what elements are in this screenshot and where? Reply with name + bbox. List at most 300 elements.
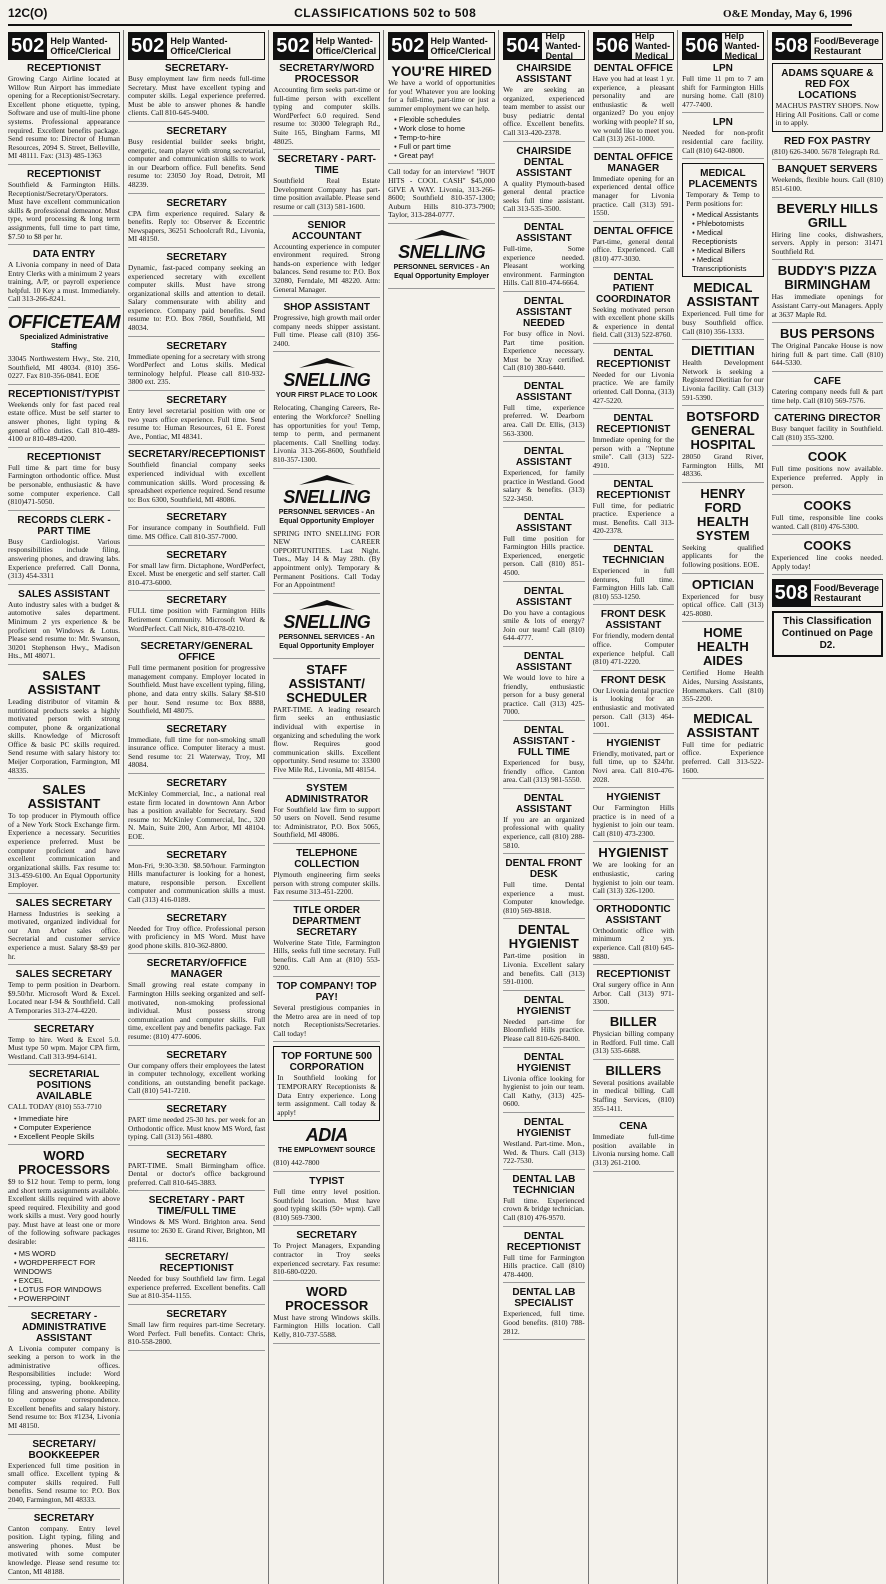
ad-body-text: Southfield financial company seeks experienced individual with excellent communication skills. Word processing & spreadsheet experience required. Send resume to: Box 6300, Southfield, MI 48086. [128, 460, 266, 504]
column-4 [388, 30, 499, 1584]
ad-body-text: Immediate full-time position available in Livonia nursing home. Call (313) 261-2100. [592, 1132, 675, 1167]
ad-body-text: To Project Managers, Expanding contractor in Troy seeks experienced secretary. Fax resume: 810-680-0220. [273, 1241, 381, 1277]
ad-title: DENTAL ASSISTANT [515, 792, 572, 815]
classified-ad [128, 1104, 265, 1146]
column-1 [8, 30, 124, 1584]
ad-body-text: Immediate opening for the person with a "Neptune smile". Call (313) 522-4910. [592, 435, 675, 471]
classified-ad [8, 389, 120, 448]
category-header [503, 32, 585, 60]
ad-title: SECRETARY [296, 1230, 357, 1242]
ad-title: MEDICAL ASSISTANT [686, 710, 760, 740]
category-number: 506 [682, 32, 721, 60]
classified-ad [593, 738, 675, 788]
ad-body-text: Have you had at least 1 yr. experience, a pleasant personality and are enthusiastic & well organized? Do you enjoy working with people? If so, we would like to meet you. Call (313) 261-1000. [592, 74, 675, 144]
classified-ad [128, 1252, 265, 1305]
classified-ad [8, 312, 120, 385]
ad-body-text: Small growing real estate company in Farmington Hills seeking organized and self-motivated, non-smoking professional individual. Must possess strong communication and computer skills. Full time, excellent pay and benefits package. Fax resume: (810) 477-6006. [128, 980, 266, 1041]
ad-title: DENTAL LAB SPECIALIST [512, 1287, 576, 1310]
logo-name: SNELLING [283, 370, 371, 391]
classified-ad [8, 63, 120, 165]
ad-body-text: Seeking qualified applicants for the following positions. EOE. [682, 542, 764, 570]
ad-bullet-item: • Medical Billers [692, 246, 760, 255]
classified-ad [772, 136, 883, 161]
ad-body-text: Needed part-time for Bloomfield Hills practice. Please call 810-626-8400. [503, 1016, 585, 1044]
classified-ad [8, 1513, 120, 1581]
classified-ad [772, 164, 883, 197]
classified-ad [682, 712, 764, 779]
classified-ad [593, 152, 675, 222]
classified-ad [772, 264, 883, 323]
ad-bullet-list [692, 210, 760, 273]
ad-title: DENTAL ASSISTANT NEEDED [515, 295, 572, 329]
logo-tagline: Specialized Administrative Staffing [19, 334, 109, 351]
ad-title: DENTAL HYGIENIST [516, 1117, 571, 1139]
classified-ad [128, 449, 265, 508]
ad-body-text: Windows & MS Word. Brighton area. Send resume to: 2630 E. Grand River, Brighton, MI 48116. [128, 1217, 266, 1244]
ad-title: DENTAL RECEPTIONIST [596, 347, 671, 370]
ad-title: SECRETARY [166, 723, 227, 735]
classified-ad [682, 344, 764, 406]
classified-ad [682, 626, 764, 707]
ad-title: DENTAL ASSISTANT - FULL TIME [512, 724, 575, 758]
ad-title: MEDICAL PLACEMENTS [688, 168, 758, 191]
ad-title: CHAIRSIDE DENTAL ASSISTANT [515, 145, 572, 179]
classified-ad [8, 1069, 120, 1145]
ad-body-text: Busy residential builder seeks bright, energetic, team player with strong secretarial, computer and communication skills to work in our Dearborn office. Full benefits. Send resume to: 23050 Joy Road, Detroit, MI 48239. [128, 136, 266, 189]
classified-ad [128, 724, 265, 774]
ad-title: SYSTEM ADMINISTRATOR [285, 782, 369, 805]
ad-bullet-item: • MS WORD [14, 1249, 120, 1258]
classified-ad [503, 146, 585, 218]
ad-body-text: 33045 Northwestern Hwy., Ste. 210, Southfield, MI 48034. (810) 356-0227. Fax 810-356-0841. EOE [8, 354, 120, 381]
ad-body-text: Leading distributor of vitamin & nutritional products seeks a highly motivated person with strong computer, phone & organizational skills. Knowledge of Microsoft Office & basic PC skills required. Send resume with salary history to: Meijer Corporation, Farmington, MI 48335. [8, 696, 120, 775]
classified-ad [772, 63, 883, 132]
ad-title: FRONT DESK [600, 674, 666, 686]
ad-body-text: Full time 11 pm to 7 am shift for Farmington Hills nursing home. Call (810) 477-7400. [682, 74, 764, 109]
classified-ad [273, 63, 380, 150]
ad-body-text: Auto industry sales with a budget & automotive sales department. Minimum 2 yrs experience & be proficient on Windows & Lotus. Please send resume to: Mr. Swanson, 30201 Stephenson Hwy., Madison Hts., MI 48071. [8, 599, 120, 661]
classified-ad [593, 1064, 675, 1117]
ad-title: DENTAL OFFICE MANAGER [593, 151, 673, 174]
ad-body-text: Plymouth engineering firm seeks person with strong computer skills. Fax resume 313-451-2200. [273, 869, 381, 897]
ad-title: SECRETARY [166, 197, 227, 209]
ad-body-text: Catering company needs full & part time help. Call (810) 569-7576. [771, 386, 884, 405]
ad-body-text: Busy employment law firm needs full-time Secretary. Must have excellent typing and computer skills. Legal experience preferred. Must be able to answer phones & handle clients. Call 810-645-9400. [128, 74, 266, 118]
classified-ad [128, 913, 265, 955]
category-title: Help Wanted-Office/Clerical [167, 32, 265, 60]
agency-logo [388, 228, 495, 281]
category-title: Help Wanted-Office/Clerical [313, 32, 381, 60]
logo-tagline: PERSONNEL SERVICES - An Equal Opportunity Employer [393, 263, 490, 280]
classified-ad [593, 544, 675, 605]
ad-body-text: (810) 626-3400. 5678 Telegraph Rd. [771, 146, 880, 156]
ad-body-text: For busy office in Novi. Part time position. Experience necessary. Must be Xray certified. Call (810) 380-6440. [503, 328, 585, 373]
classified-ad [593, 479, 675, 540]
ad-body-text: Accounting firm seeks part-time or full-time person with excellent typing and computer skills. WordPerfect 6.0 required. Send resume to: 30300 Telegraph Rd., Suite 165, Bingham Farms, MI 48025. [273, 85, 381, 146]
ad-body-text: Several positions available in medical billing. Call Staffing Services, (810) 355-1411. [592, 1077, 675, 1113]
classified-ad [772, 376, 883, 409]
ad-body-text: Mon-Fri, 9:30-3:30. $8.50/hour. Farmington Hills manufacturer is looking for a honest, mature, responsible person. Excellent computer and communication skills a must. Call (313) 416-0189. [128, 860, 266, 904]
ad-body-text: Southfield & Farmington Hills. Receptionist/Secretary/Operators. Must have excellent communication skills & professional demeanor. Must type, word processing & long term assignments, full time to part time, $7.50 to $8 per hr. [8, 179, 120, 241]
ad-body-text: Immediate opening for an experienced dental office manager for Livonia practice. Call (313) 591-1550. [592, 173, 675, 218]
ad-title: DENTAL HYGIENIST [516, 994, 571, 1017]
ad-title: RED FOX PASTRY [784, 135, 871, 147]
ad-title: SECRETARY - PART TIME/FULL TIME [148, 1195, 245, 1218]
ad-title: DENTAL ASSISTANT [515, 511, 572, 534]
ad-title: SALES ASSISTANT [18, 588, 110, 600]
ad-title: SECRETARY [33, 1512, 95, 1524]
classified-ad [503, 1117, 585, 1170]
ad-title: RECEPTIONIST [27, 63, 101, 74]
ad-body-text: To top producer in Plymouth office of a New York Stock Exchange firm. Experience a necessary. Securities experience preferred. Must be computer proficient and have excellent communication and organizational skills. Fax resume to: 313-459-6100. An Equal Opportunity Employer. [8, 811, 120, 889]
ad-title: DENTAL LAB TECHNICIAN [512, 1173, 576, 1196]
ad-body-text: CPA firm experience required. Salary & benefits. Reply to: Observer & Eccentric Newspapers, 36251 Schoolcraft Rd., Livonia, MI 48150. [128, 208, 266, 244]
ad-title: SECRETARY - PART-TIME [277, 154, 376, 177]
classified-ad [503, 586, 585, 647]
classified-ad [682, 578, 764, 623]
classified-ad [8, 169, 120, 245]
ad-body-text: Westland. Part-time. Mon., Wed. & Thurs. Call (313) 722-7530. [503, 1139, 585, 1166]
agency-logo [273, 356, 380, 400]
classified-ad [593, 272, 675, 344]
classified-ad [128, 1150, 265, 1192]
ad-title: SECRETARY- [164, 63, 229, 74]
ad-title: SECRETARY [166, 1309, 227, 1321]
ad-title: SECRETARY/ BOOKKEEPER [28, 1438, 100, 1461]
ad-title: BILLER [609, 1014, 657, 1029]
classified-ad [772, 539, 883, 575]
ad-body-text: Experienced full time position in small office. Excellent typing & computer skills required. Full benefits. Send resume to: P.O. Box 2040, Farmington, MI 48333. [8, 1460, 120, 1504]
category-title: Help Wanted-Office/Clerical [47, 32, 120, 60]
classified-ad [128, 595, 265, 637]
classified-ad [503, 995, 585, 1048]
ad-bullet-item: • Immediate hire [14, 1114, 120, 1123]
ad-title: SENIOR ACCOUNTANT [291, 219, 362, 242]
classified-ad [273, 981, 380, 1042]
ad-body-text: We are seeking an organized, experienced team member to assist our busy pediatric dental office. Excellent benefits. Call 313-420-2378. [503, 85, 585, 137]
ad-body-text: Relocating, Changing Careers, Re-entering the Workforce? Snelling has opportunities for you! Temp, temp to perm, and permanent placements. Call Snelling today. Livonia 313-266-8600, Southfield 810-357-1300. [273, 403, 381, 465]
ad-title: MEDICAL ASSISTANT [686, 280, 760, 310]
ad-title: SECRETARY/RECEPTIONIST [128, 449, 266, 461]
classified-ad [273, 663, 380, 779]
classified-ad [128, 958, 265, 1045]
category-header [682, 32, 764, 60]
ad-body-text: Full time. Experienced crown & bridge technician. Call (810) 476-9570. [503, 1195, 585, 1222]
ad-body-text: Needed for non-profit residential care facility. Call (810) 642-0800. [682, 128, 764, 155]
classified-ad [8, 1024, 120, 1066]
ad-title: OPTICIAN [691, 576, 754, 592]
ad-title: SECRETARY [166, 549, 227, 561]
ad-body-text: Accounting experience in computer environment required. Strong hands-on experience with ledger balances. Send resume to: P.O. Box 32080, Ferndale, MI 48220. Attn: General Manager. [273, 241, 381, 294]
ad-body-text: Dynamic, fast-paced company seeking an experienced secretary with excellent computer skills. Must have strong organizational skills and attention to detail. Salary commensurate with ability and experience. Company paid benefits. Send resume to: P.O. Box 7860, Southfield, MI 48034. [128, 262, 266, 333]
ad-body-text: A quality Plymouth-based general dental practice seeks full time assistant. Call 313-535-3500. [503, 178, 585, 214]
ad-title: HENRY FORD HEALTH SYSTEM [696, 485, 750, 543]
ad-title: DENTAL RECEPTIONIST [506, 1230, 581, 1253]
classified-ad [8, 249, 120, 308]
ad-title: DENTAL RECEPTIONIST [596, 478, 671, 501]
category-header [593, 32, 675, 60]
ad-title: DENTAL PATIENT COORDINATOR [596, 271, 671, 305]
ad-title: SECRETARY [166, 912, 227, 924]
ad-body-text: Physician billing company in Redford. Full time. Call (313) 535-6688. [592, 1029, 675, 1056]
ad-title: SECRETARY/OFFICE MANAGER [146, 958, 247, 981]
classified-ad [593, 63, 675, 148]
ad-body-text: Must have strong Windows skills. Farmington Hills location. Call Kelly, 810-737-5588. [273, 1312, 381, 1339]
classified-ad [503, 651, 585, 721]
category-title: Help Wanted-Medical [632, 32, 674, 60]
ad-body-text: Experienced for busy, friendly office. Canton area. Call (313) 981-5550. [503, 757, 585, 785]
ad-title: CAFE [813, 375, 841, 387]
ad-title: SECRETARY [166, 1049, 227, 1061]
classified-ad [772, 499, 883, 535]
classified-ad [128, 1309, 265, 1351]
classified-ad [8, 1149, 120, 1307]
classified-ad [593, 969, 675, 1011]
ad-body-text: In Southfield looking for TEMPORARY Receptionists & Data Entry experience. Long term assignment. Call today & apply! [277, 1073, 377, 1117]
classified-ad [128, 550, 265, 592]
classified-ad [593, 1015, 675, 1060]
ad-title: WORD PROCESSOR [285, 1283, 369, 1313]
classified-ad [8, 1439, 120, 1509]
ad-body-text: Friendly, motivated, part or full time, up to $24/hr. Novi area. Call 810-476-2028. [592, 748, 675, 784]
ad-title: SECRETARIAL POSITIONS AVAILABLE [28, 1069, 100, 1103]
ad-title: DENTAL ASSISTANT [515, 585, 572, 608]
ad-body-text: Full time entry level position. Southfield location. Must have good typing skills (50+ wpm). Call (810) 569-7300. [273, 1187, 381, 1222]
category-title: Help Wanted-Office/Clerical [428, 32, 496, 60]
ad-body-text: Call today for an interview! "HOT HITS - COOL CASH" $45,000 GIVE A WAY. Livonia, 313-266-8600; Southfield 810-357-1300; Auburn Hills 810-373-7900; Taylor, 313-284-0777. [388, 167, 496, 220]
ad-body-text: Full time permanent position for progressive management company. Employer located in Southfield. Must have excellent typing, filing, phone, and data entry skills. Salary $8-$10 per hour. Send resume to: Box 8888, Southfield, MI 48075. [128, 663, 266, 716]
classified-ad [273, 1230, 380, 1280]
column-2 [128, 30, 269, 1584]
classified-ad [682, 163, 764, 277]
classified-ad [128, 395, 265, 445]
ad-body-text: Oral surgery office in Ann Arbor. Call (313) 971-3300. [592, 980, 675, 1007]
classified-ad [273, 154, 380, 215]
ad-bullet-list [394, 115, 495, 160]
ad-title: SECRETARY [33, 1023, 95, 1035]
logo-name: SNELLING [283, 486, 371, 507]
ad-bullet-item: • Medical Assistants [692, 210, 760, 219]
ad-title: LPN [712, 117, 733, 129]
ad-body-text: Our company offers their employees the latest in computer technology, excellent working conditions, an outstanding benefit package. Call (810) 541-7210. [128, 1060, 266, 1096]
classified-ad [682, 410, 764, 483]
continued-notice: This Classification Continued on Page D2. [772, 611, 883, 657]
classified-ad [8, 1311, 120, 1435]
classified-ad [273, 220, 380, 299]
ad-body-text: We would love to hire a friendly, enthusiastic person for a busy general practice. Call (313) 425-7000. [503, 672, 585, 717]
ad-title: HOME HEALTH AIDES [697, 625, 749, 669]
classified-ad [388, 168, 495, 224]
ad-title: DENTAL ASSISTANT [515, 380, 572, 403]
ad-body-text: Full time for Farmington Hills practice. Call (810) 478-4400. [503, 1252, 585, 1279]
category-number: 502 [128, 32, 167, 60]
ad-body-text: Part-time, general dental office. Experienced. Call (810) 477-3030. [592, 236, 675, 263]
category-title: Food/Beverage Restaurant [811, 579, 883, 607]
ad-body-text: Full-time, Some experience needed. Pleasant working environment. Farmington Hills. Call 810-474-6664. [503, 243, 585, 288]
column-3 [273, 30, 384, 1584]
category-number: 504 [503, 32, 542, 60]
ad-body-text: Experienced for busy optical office. Call (313) 425-8080. [682, 591, 764, 618]
classified-ad [128, 63, 265, 122]
ad-title: SALES ASSISTANT [27, 667, 101, 697]
ad-body-text: Full time position for Farmington Hills practice. Experienced, energetic person. Call (810) 851-4500. [503, 533, 585, 577]
ad-title: SECRETARY [166, 340, 227, 352]
ad-title: BANQUET SERVERS [777, 164, 878, 176]
column-6 [593, 30, 679, 1584]
ad-title: RECEPTIONIST [27, 168, 101, 180]
column-5 [503, 30, 589, 1584]
agency-logo [273, 473, 380, 526]
ad-body-text: Experienced. Full time for busy Southfield office. Call (810) 356-1333. [682, 309, 764, 336]
classified-ad [128, 126, 265, 194]
classified-ad [273, 783, 380, 844]
logo-name: SNELLING [283, 611, 371, 632]
logo-name: SNELLING [398, 241, 486, 262]
classified-ad [8, 452, 120, 511]
classified-ad [682, 63, 764, 113]
classified-ad [503, 1287, 585, 1340]
category-number: 508 [772, 32, 811, 60]
ad-body-text: Needed for Troy office. Professional person with proficiency in MS Word. Must have good phone skills. 810-362-8800. [128, 923, 266, 950]
classified-ad [503, 63, 585, 142]
ad-title: BUDDY'S PIZZA BIRMINGHAM [777, 263, 877, 293]
logo-name: OFFICETEAM [8, 312, 120, 333]
ad-body-text: Certified Home Health Aides, Nursing Assistants, Homemakers. Call (810) 355-2200. [682, 668, 764, 704]
ad-body-text: Hiring line cooks, dishwashers, servers. Apply in person: 31471 Southfield Rd. [771, 229, 884, 256]
ad-title: RECEPTIONIST/TYPIST [8, 388, 120, 400]
category-header [128, 32, 265, 60]
ad-body-text: For Southfield law firm to support 50 users on Novell. Send resume to: Administrator, P.O. Box 5065, Southfield, MI 48086. [273, 804, 381, 840]
classified-ad [503, 793, 585, 854]
ad-title: SECRETARY [166, 1149, 227, 1161]
ad-body-text: PART-TIME. A leading research firm seeks an enthusiastic individual with expertise in organizing and scheduling the work flow. Requires good communication skills. Excellent opportunity. Send resume to: 33300 Five Mile Rd., Livonia, MI 48154. [273, 704, 381, 774]
category-number: 502 [388, 32, 427, 60]
ad-bullet-item: • Great pay! [394, 151, 495, 160]
classified-ad [503, 1174, 585, 1227]
ad-body-text: Needed for busy Southfield law firm. Legal experience preferred. Excellent benefits. Call Sue at 810-354-1155. [128, 1274, 266, 1301]
classified-ad [128, 341, 265, 391]
logo-tagline: PERSONNEL SERVICES - An Equal Opportunity Employer [278, 508, 375, 525]
ad-body-text: We are looking for an enthusiastic, caring hygienist to join our team. Call (313) 326-1200. [592, 860, 675, 896]
category-header [273, 32, 380, 60]
ad-body-text: Temp to perm position in Dearborn. $9.50/hr. Microsoft Word & Excel. Located near I-94 & Southfield. Call A Temporaries 313-274-4220. [8, 980, 120, 1015]
classified-ad [128, 641, 265, 720]
ad-title: TOP COMPANY! TOP PAY! [276, 981, 377, 1004]
classified-ad [682, 281, 764, 340]
snelling-bird-icon [412, 228, 472, 242]
ad-body-text: Southfield Real Estate Development Company has part-time position available. Please send resume or call (313) 581-1600. [273, 176, 381, 211]
ad-title: CENA [619, 1121, 648, 1133]
ad-bullet-item: • WORDPERFECT FOR WINDOWS [14, 1258, 120, 1276]
ad-bullet-item: • POWERPOINT [14, 1294, 120, 1303]
ad-title: COOKS [803, 498, 852, 514]
classified-ad [8, 783, 120, 893]
ad-bullet-item: • Temp-to-hire [394, 133, 495, 142]
classified-ad [128, 198, 265, 248]
classified-ad [8, 669, 120, 779]
ad-title: SECRETARY/ RECEPTIONIST [159, 1252, 234, 1275]
ad-title: SECRETARY/WORD PROCESSOR [279, 63, 375, 85]
ad-body-text: Weekends, flexible hours. Call (810) 851-6100. [771, 175, 884, 193]
ad-title: SECRETARY [166, 395, 227, 407]
ad-title: SECRETARY [166, 512, 227, 524]
ad-title: COOK [807, 449, 847, 465]
classified-ad [593, 792, 675, 842]
ad-bullet-item: • EXCEL [14, 1276, 120, 1285]
ad-title: DENTAL TECHNICIAN [602, 544, 665, 566]
ad-body-text: Small law firm requires part-time Secretary. Word Perfect. Full benefits. Contact: Chris, 810-558-2800. [128, 1320, 266, 1347]
ad-body-text: Full time. Dental experience a must. Computer knowledge. (810) 569-8818. [503, 880, 585, 915]
ad-title: SECRETARY [166, 778, 227, 790]
classified-ad [128, 1195, 265, 1248]
ad-title: SECRETARY [166, 849, 227, 861]
ad-body-text: FULL time position with Farmington Hills Retirement Community. Microsoft Word & WordPerfect. Call Nick, 810-478-0210. [128, 606, 266, 633]
ad-title: DENTAL ASSISTANT [515, 446, 572, 469]
ad-bullet-item: • LOTUS FOR WINDOWS [14, 1285, 120, 1294]
category-title: Food/Beverage Restaurant [811, 32, 883, 60]
ad-body-text: A Livonia company in need of Data Entry Clerks with a minimum 2 years training, A/P, or payroll experience helpful. 10 Key a must. Immediately. Call 313-266-8241. [8, 260, 120, 304]
classified-ad [8, 589, 120, 665]
ad-body-text: Experienced line cooks needed. Apply today! [771, 553, 884, 571]
classified-ad [503, 1231, 585, 1284]
ad-body-text: PART time needed 25-30 hrs. per week for an Orthodontic office. Must know MS Word, fast typing. Call (313) 561-4880. [128, 1114, 266, 1142]
classified-ad [503, 381, 585, 442]
classified-ad [772, 327, 883, 372]
ad-title: TOP FORTUNE 500 CORPORATION [281, 1051, 373, 1074]
classified-columns [8, 30, 884, 1576]
ad-body-text: The Original Pancake House is now hiring full & part time. Call (810) 644-5330. [771, 341, 884, 368]
ad-body-text: Several prestigious companies in the Metro area are in need of top notch Receptionists/Secretaries. Call today! [273, 1003, 381, 1038]
agency-logo [8, 312, 120, 351]
category-title: Help Wanted-Dental [542, 32, 584, 60]
ad-title: RECEPTIONIST [596, 969, 671, 981]
ad-title: SECRETARY [166, 1103, 227, 1115]
ad-body-text: Experienced, full time. Good benefits. (810) 788-2812. [503, 1309, 585, 1336]
ad-body-text: Weekends only for fast paced real estate office. Must be self starter to answer phones, light typing & general office duties. Call 810-489-4100 or 810-489-4200. [8, 399, 120, 444]
ad-title: SALES SECRETARY [15, 969, 113, 981]
classified-ad [593, 904, 675, 965]
classified-ad [273, 848, 380, 901]
ad-body-text: Needed for our Livonia practice. We are family oriented. Call Donna, (313) 427-5220. [592, 369, 675, 405]
ad-body-text: Livonia office looking for hygienist to join our team. Call Kathy, (313) 425-0600. [503, 1073, 585, 1109]
youre-hired-headline: YOU'RE HIRED [391, 63, 492, 79]
category-title: Help Wanted-Medical [722, 32, 764, 60]
ad-title: HYGIENIST [598, 845, 669, 861]
classified-ad [8, 515, 120, 585]
ad-bullet-list [14, 1114, 120, 1141]
ad-body-text: Entry level secretarial position with one or two years office experience. Full time. Send resume to: Human Resources, 61 E. Forest Ave., Pontiac, MI 48341. [128, 406, 266, 441]
ad-title: SECRETARY [166, 251, 227, 263]
snelling-bird-icon [297, 598, 357, 612]
classified-ad [128, 850, 265, 909]
classified-ad [503, 446, 585, 507]
logo-tagline: PERSONNEL SERVICES - An Equal Opportunity Employer [278, 633, 375, 650]
ad-body-text: Experienced in full dentures, full time. Farmington Hills lab. Call (810) 553-1250. [592, 566, 675, 601]
ad-title: DENTAL OFFICE [593, 225, 673, 237]
agency-logo [273, 598, 380, 651]
ad-body-text: Health Development Network is seeking a Registered Dietitian for our Livonia facility. Call (313) 591-5390. [682, 358, 764, 402]
ad-bullet-item: • Computer Experience [14, 1123, 120, 1132]
ad-body-text: Full time, experience preferred. W. Dearborn area. Call Dr. Ellis, (313) 563-3300. [503, 402, 585, 438]
ad-body-text: Temp to hire. Word & Excel 5.0. Must type 50 wpm. Major CPA firm, Westland. Call 313-994-6141. [8, 1034, 120, 1061]
classified-ad [8, 969, 120, 1019]
classified-ad [593, 1121, 675, 1171]
category-number: 508 [772, 579, 811, 607]
classified-ad [388, 228, 495, 289]
ad-title: SALES ASSISTANT [27, 782, 101, 812]
ad-bullet-item: • Medical Transcriptionists [692, 255, 760, 273]
ad-body-text: Canton company. Entry level position. Light typing, filing and answering phones. Must be motivated with some computer knowledge. Please send resume to: Canton, MI 48188. [8, 1523, 120, 1576]
